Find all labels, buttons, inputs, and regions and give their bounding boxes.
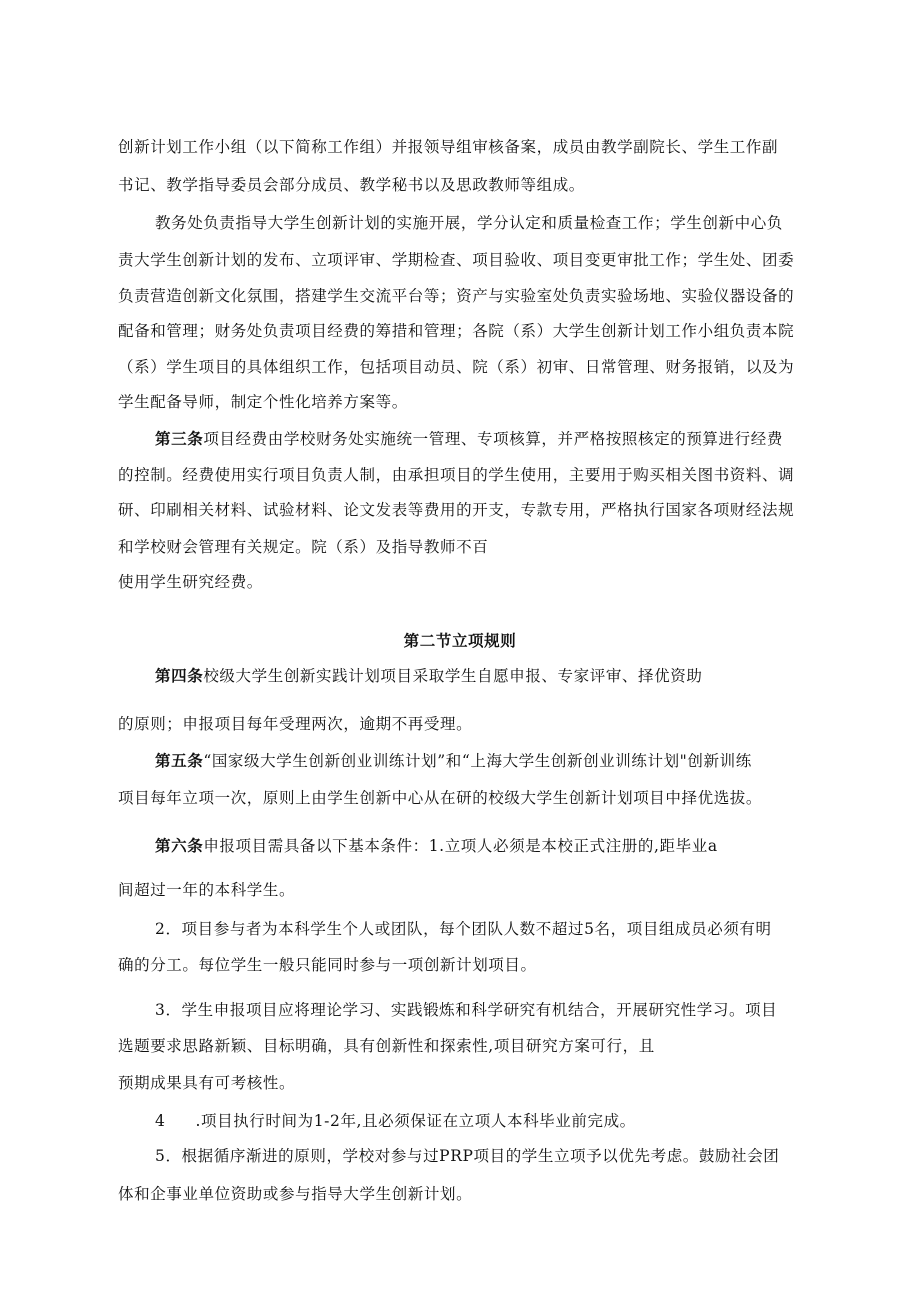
paragraph-line: 创新计划工作小组（以下简称工作组）并报领导组审核备案，成员由教学副院长、学生工作副 — [118, 138, 779, 156]
paragraph-line: （系）学生项目的具体组织工作，包括项目动员、院（系）初审、日常管理、财务报销，以及为 — [118, 358, 795, 376]
paragraph-line: 和学校财会管理有关规定。院（系）及指导教师不百 — [118, 538, 489, 556]
article-text: “国家级大学生创新创业训练计划”和“上海大学生创新创业训练计划"创新训练 — [203, 752, 752, 770]
paragraph-line: 配备和管理；财务处负责项目经费的筹措和管理；各院（系）大学生创新计划工作小组负责本院 — [118, 322, 795, 340]
article-3-line — [155, 429, 783, 449]
list-number: 4 — [155, 1112, 166, 1130]
article-5-line — [155, 751, 752, 771]
article-text: 申报项目需具备以下基本条件：1.立项人必须是本校正式注册的,距毕业a — [203, 837, 718, 855]
paragraph-line: 选题要求思路新颖、目标明确，具有创新性和探索性,项目研究方案可行，且 — [118, 1037, 655, 1055]
list-item-4 — [155, 1111, 636, 1131]
article-label: 第五条 — [155, 751, 204, 770]
list-item-2: 2．项目参与者为本科学生个人或团队，每个团队人数不超过5名，项目组成员必须有明 — [155, 920, 772, 938]
paragraph-line: 体和企事业单位资助或参与指导大学生创新计划。 — [118, 1185, 473, 1203]
paragraph-line: 确的分工。每位学生一般只能同时参与一项创新计划项目。 — [118, 956, 537, 974]
paragraph-line: 的控制。经费使用实行项目负责人制，由承担项目的学生使用，主要用于购买相关图书资料、调 — [118, 466, 795, 484]
list-item-5: 5．根据循序渐进的原则，学校对参与过PRP项目的学生立项予以优先考虑。鼓励社会团 — [155, 1147, 780, 1165]
paragraph-line: 项目每年立项一次，原则上由学生创新中心从在研的校级大学生创新计划项目中择优选拔。 — [118, 789, 763, 807]
paragraph-line: 预期成果具有可考核性。 — [118, 1074, 296, 1092]
paragraph-line: 学生配备导师，制定个性化培养方案等。 — [118, 393, 408, 411]
paragraph-line: 的原则；申报项目每年受理两次，逾期不再受理。 — [118, 715, 473, 733]
paragraph-line: 书记、教学指导委员会部分成员、教学秘书以及思政教师等组成。 — [118, 176, 585, 194]
article-4-line — [155, 666, 702, 686]
paragraph-line: 教务处负责指导大学生创新计划的实施开展，学分认定和质量检查工作；学生创新中心负 — [155, 214, 783, 232]
article-text: 项目经费由学校财务处实施统一管理、专项核算，并严格按照核定的预算进行经费 — [203, 430, 783, 448]
article-label: 第六条 — [155, 836, 204, 855]
paragraph-line: 间超过一年的本科学生。 — [118, 881, 296, 899]
list-text: .项目执行时间为1-2年,且必须保证在立项人本科毕业前完成。 — [195, 1112, 636, 1130]
paragraph-line: 使用学生研究经费。 — [118, 573, 263, 591]
article-label: 第四条 — [155, 666, 204, 685]
paragraph-line: 负责营造创新文化氛围，搭建学生交流平台等；资产与实验室处负责实验场地、实验仪器设备的 — [118, 287, 795, 305]
section-title: 第二节立项规则 — [403, 631, 517, 650]
paragraph-line: 研、印刷相关材料、试验材料、论文发表等费用的开支，专款专用，严格执行国家各项财经法规 — [118, 501, 795, 519]
article-text: 校级大学生创新实践计划项目采取学生自愿申报、专家评审、择优资助 — [203, 667, 703, 685]
article-label: 第三条 — [155, 429, 204, 448]
paragraph-line: 责大学生创新计划的发布、立项评审、学期检查、项目验收、项目变更审批工作；学生处、团委 — [118, 251, 795, 269]
list-item-3: 3．学生申报项目应将理论学习、实践锻炼和科学研究有机结合，开展研究性学习。项目 — [155, 1001, 778, 1019]
article-6-line — [155, 836, 718, 856]
